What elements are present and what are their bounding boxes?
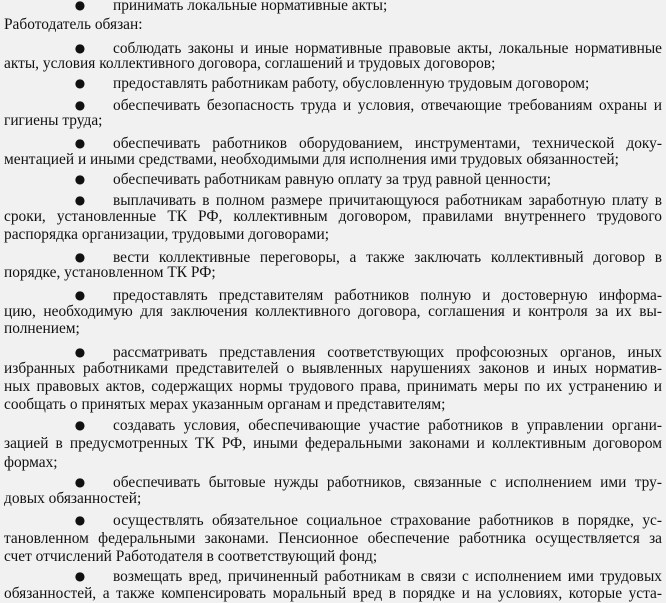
bullet-icon: ● (74, 136, 86, 150)
text-line: избранных работниками представителей о выявленных нарушениях законов и иных норматив- (4, 360, 662, 377)
bullet-icon: ● (74, 0, 86, 12)
text-line: полнением; (4, 320, 80, 337)
bullet-icon: ● (74, 513, 86, 527)
text-line: соблюдать законы и иные нормативные правовые акты, локальные нормативные (113, 40, 662, 57)
section-heading: Работодатель обязан: (4, 16, 143, 33)
bullet-icon: ● (74, 193, 86, 207)
text-line: тановленном федеральными законами. Пенсионное обеспечение работника осуществляется за (4, 530, 662, 547)
text-line: счет отчислений Работодателя в соответствующий фонд; (4, 548, 378, 565)
text-line: выплачивать в полном размере причитающуюся работникам заработную плату в (113, 192, 662, 209)
text-line: возмещать вред, причиненный работникам в связи с исполнением ими трудовых (113, 568, 662, 585)
text-line: осуществлять обязательное социальное страхование работников в порядке, ус- (113, 512, 662, 529)
bullet-icon: ● (74, 76, 86, 90)
bullet-icon: ● (74, 98, 86, 112)
text-line: ных правовых актов, содержащих нормы трудового права, принимать меры по их устранению и (4, 378, 662, 395)
text-line: обязанностей, а также компенсировать моральный вред в порядке и на условиях, которые уста- (4, 585, 662, 602)
bullet-icon: ● (74, 250, 86, 264)
bullet-icon: ● (74, 418, 86, 432)
text-line: зацией в предусмотренных ТК РФ, иными федеральными законами и коллективным договором (4, 435, 662, 452)
bullet-icon: ● (74, 475, 86, 489)
bullet-icon: ● (74, 569, 86, 583)
text-line: порядке, установленном ТК РФ; (4, 264, 216, 281)
text-line: вести коллективные переговоры, а также заключать коллективный договор в (113, 249, 662, 266)
text-line: рассматривать представления соответствующих профсоюзных органов, иных (113, 344, 662, 361)
bullet-icon: ● (74, 345, 86, 359)
text-line: обеспечивать безопасность труда и условия, отвечающие требованиям охраны и (113, 97, 662, 114)
bullet-icon: ● (74, 41, 86, 55)
text-line: предоставлять работникам работу, обусловленную трудовым договором; (113, 75, 590, 92)
text-line: обеспечивать бытовые нужды работников, связанные с исполнением ими тру- (113, 474, 662, 491)
text-line: сообщать о принятых мерах указанным органам и представителям; (4, 396, 446, 413)
text-line: акты, условия коллективного договора, соглашений и трудовых договоров; (4, 55, 496, 72)
text-line: обеспечивать работникам равную оплату за труд равной ценности; (113, 171, 552, 188)
text-line: цию, необходимую для заключения коллективного договора, соглашения и контроля за их вы- (4, 303, 662, 320)
bullet-icon: ● (74, 172, 86, 186)
text-line: предоставлять представителям работников полную и достоверную информа- (113, 287, 662, 304)
text-line: довых обязанностей; (4, 490, 142, 507)
text-line: формах; (4, 454, 58, 471)
text-line: распорядка организации, трудовыми договорами; (4, 226, 330, 243)
text-line: ментацией и иными средствами, необходимыми для исполнения ими трудовых обязанностей; (4, 151, 619, 168)
text-line: гигиены труда; (4, 112, 103, 129)
text-line: сроки, установленные ТК РФ, коллективным договором, правилами внутреннего трудового (4, 208, 662, 225)
text-line: создавать условия, обеспечивающие участие работников в управлении органи- (113, 417, 662, 434)
text-line: принимать локальные нормативные акты; (113, 0, 388, 14)
bullet-icon: ● (74, 288, 86, 302)
text-line: обеспечивать работников оборудованием, инструментами, технической доку- (113, 135, 662, 152)
